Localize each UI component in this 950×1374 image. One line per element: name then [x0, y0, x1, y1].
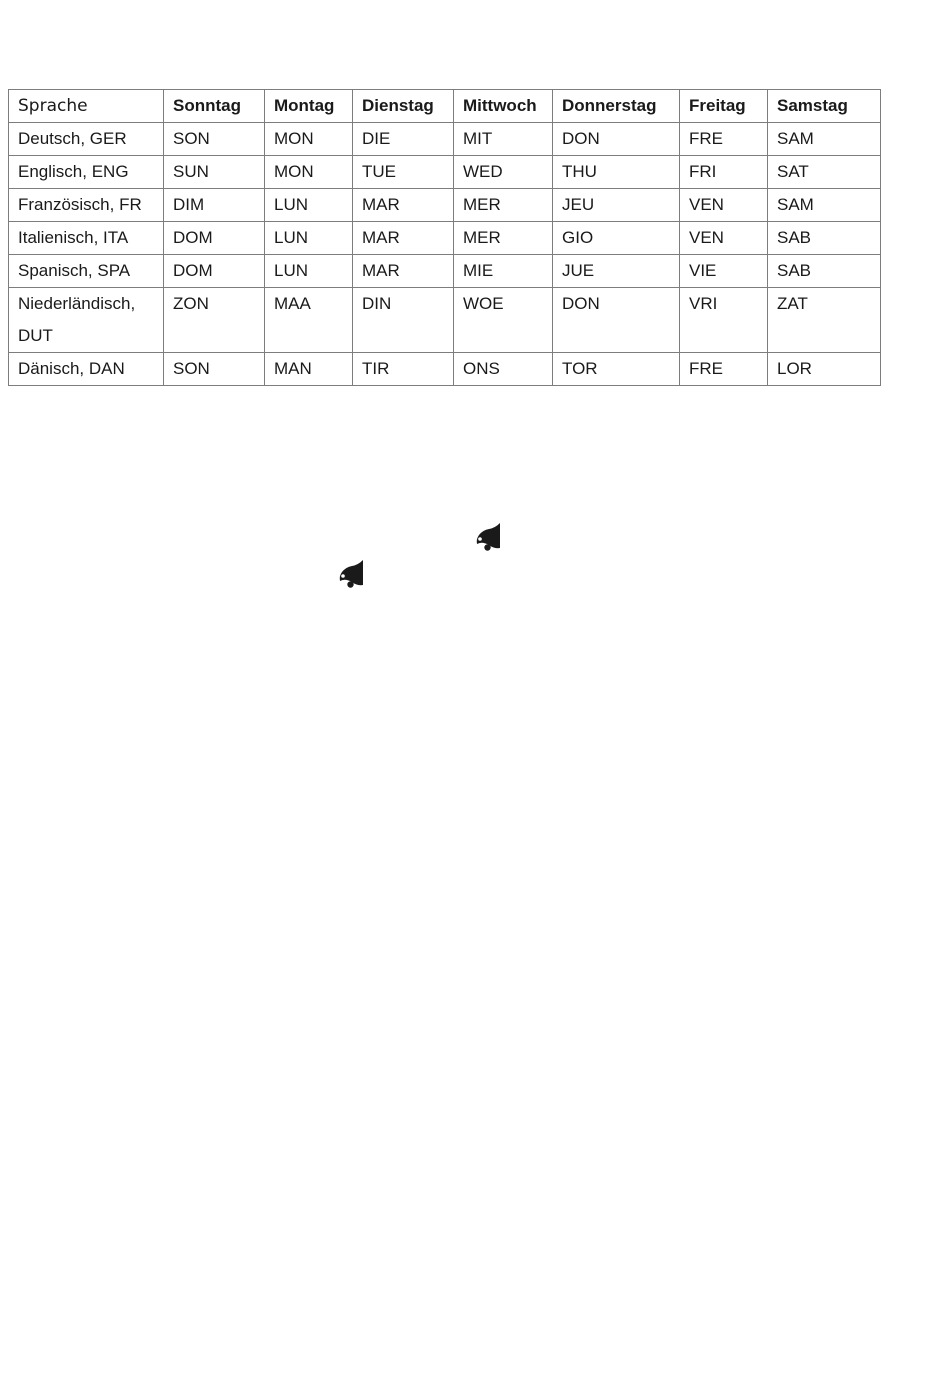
day-cell: DON [553, 288, 680, 353]
table-row [9, 288, 881, 353]
day-cell: FRI [680, 156, 768, 189]
day-cell: MON [265, 123, 353, 156]
day-cell: ONS [454, 353, 553, 386]
day-cell: MON [265, 156, 353, 189]
header-saturday: Samstag [768, 90, 881, 123]
table-row [9, 123, 881, 156]
day-cell: DOM [164, 222, 265, 255]
day-cell: SUN [164, 156, 265, 189]
language-cell: Dänisch, DAN [9, 353, 164, 386]
day-cell: MIE [454, 255, 553, 288]
day-cell: DON [553, 123, 680, 156]
language-cell: Niederländisch, DUT [9, 288, 164, 353]
table-header-row [9, 90, 881, 123]
table-row [9, 156, 881, 189]
language-cell: Englisch, ENG [9, 156, 164, 189]
day-cell: SAM [768, 123, 881, 156]
day-cell: MAR [353, 189, 454, 222]
table-row [9, 353, 881, 386]
day-cell: MAR [353, 222, 454, 255]
language-cell: Deutsch, GER [9, 123, 164, 156]
day-cell: LOR [768, 353, 881, 386]
day-cell: SAB [768, 255, 881, 288]
day-cell: JUE [553, 255, 680, 288]
bell-icon [336, 559, 366, 589]
header-tuesday: Dienstag [353, 90, 454, 123]
day-cell: LUN [265, 255, 353, 288]
header-language: Sprache [9, 90, 164, 123]
day-cell: VEN [680, 189, 768, 222]
day-cell: ZON [164, 288, 265, 353]
day-cell: VIE [680, 255, 768, 288]
day-cell: FRE [680, 353, 768, 386]
day-cell: TIR [353, 353, 454, 386]
day-cell: WOE [454, 288, 553, 353]
day-cell: GIO [553, 222, 680, 255]
day-cell: SAB [768, 222, 881, 255]
day-cell: MER [454, 222, 553, 255]
day-cell: MAA [265, 288, 353, 353]
day-cell: DIM [164, 189, 265, 222]
table-row [9, 255, 881, 288]
header-friday: Freitag [680, 90, 768, 123]
day-cell: LUN [265, 189, 353, 222]
day-cell: VRI [680, 288, 768, 353]
day-cell: TUE [353, 156, 454, 189]
day-cell: DIE [353, 123, 454, 156]
day-cell: MAN [265, 353, 353, 386]
header-monday: Montag [265, 90, 353, 123]
language-cell: Italienisch, ITA [9, 222, 164, 255]
day-cell: MER [454, 189, 553, 222]
bell-icon [473, 522, 503, 552]
day-cell: SAT [768, 156, 881, 189]
day-cell: TOR [553, 353, 680, 386]
day-cell: THU [553, 156, 680, 189]
day-cell: MAR [353, 255, 454, 288]
header-wednesday: Mittwoch [454, 90, 553, 123]
table-row [9, 222, 881, 255]
language-cell: Spanisch, SPA [9, 255, 164, 288]
day-cell: WED [454, 156, 553, 189]
day-cell: JEU [553, 189, 680, 222]
day-cell: SON [164, 123, 265, 156]
header-sunday: Sonntag [164, 90, 265, 123]
day-cell: SAM [768, 189, 881, 222]
language-cell: Französisch, FR [9, 189, 164, 222]
day-cell: ZAT [768, 288, 881, 353]
day-cell: SON [164, 353, 265, 386]
day-cell: DOM [164, 255, 265, 288]
header-thursday: Donnerstag [553, 90, 680, 123]
day-cell: VEN [680, 222, 768, 255]
day-cell: MIT [454, 123, 553, 156]
day-cell: FRE [680, 123, 768, 156]
day-cell: DIN [353, 288, 454, 353]
table-row [9, 189, 881, 222]
day-cell: LUN [265, 222, 353, 255]
weekday-abbreviation-table [8, 89, 881, 386]
